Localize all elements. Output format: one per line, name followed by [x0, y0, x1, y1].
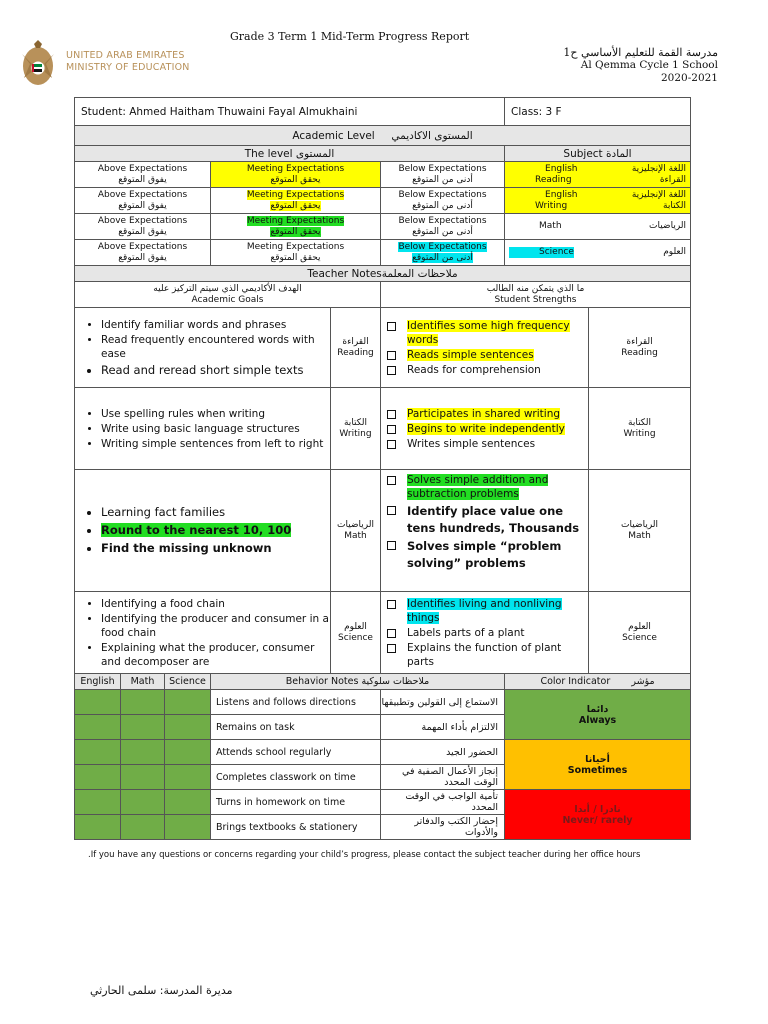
behavior-math-cell	[121, 740, 165, 765]
subject-math: Math الرياضيات	[505, 214, 691, 240]
behavior-item-en: Attends school regularly	[211, 740, 381, 765]
behavior-col-science: Science	[165, 674, 211, 690]
goal-item: • Explaining what the producer, consumer and decomposer are	[101, 641, 330, 669]
level-above-math: Above Expectations يفوق المتوقع	[75, 214, 211, 240]
level-below-reading: Below Expectations أدنى من المتوقع	[381, 162, 505, 188]
level-header	[75, 146, 505, 162]
behavior-math-cell	[121, 765, 165, 790]
behavior-item-ar: إحضار الكتب والدفاتر والأدوات	[381, 815, 505, 840]
academic-level-header	[75, 126, 691, 146]
behavior-item-ar: الالتزام بأداء المهمة	[381, 715, 505, 740]
science-strengths	[381, 592, 589, 674]
color-always: دائما Always	[505, 690, 691, 740]
behavior-science-cell	[165, 765, 211, 790]
strength-item: Reads for comprehension	[407, 363, 588, 377]
behavior-math-cell	[121, 790, 165, 815]
student-label: Student:	[81, 105, 126, 118]
level-meeting-math: Meeting Expectations يحقق المتوقع	[211, 214, 381, 240]
subject-header	[505, 146, 691, 162]
goal-item: • Learning fact families	[101, 504, 330, 521]
behavior-col-english: English	[75, 674, 121, 690]
strength-item: Identifies some high frequency words	[407, 319, 588, 347]
student-cell	[75, 98, 505, 126]
math-label-right: الرياضيات Math	[589, 470, 691, 592]
behavior-item-ar: الاستماع إلى القولين وتطبيقها	[381, 690, 505, 715]
science-label-left: العلوم Science	[331, 592, 381, 674]
strength-item: Explains the function of plant parts	[407, 641, 588, 669]
behavior-item-ar: الحضور الجيد	[381, 740, 505, 765]
class-cell	[505, 98, 691, 126]
behavior-english-cell	[75, 765, 121, 790]
ministry-line-2: MINISTRY OF EDUCATION	[66, 62, 190, 73]
behavior-item-en: Turns in homework on time	[211, 790, 381, 815]
subject-english-writing: English اللغة الإنجليزية Writing الكتابة	[505, 188, 691, 214]
reading-label-right: القراءة Reading	[589, 308, 691, 388]
level-meeting-science: Meeting Expectations يحقق المتوقع	[211, 240, 381, 266]
level-header-en: The level	[244, 147, 293, 160]
academic-goals-header: الهدف الأكاديمي الذي سيتم التركيز عليه Academic Goals	[75, 282, 381, 308]
goal-item: • Identifying a food chain	[101, 597, 330, 611]
academic-level-en: Academic Level	[292, 129, 375, 142]
math-strengths	[381, 470, 589, 592]
strength-item: Reads simple sentences	[407, 348, 588, 362]
behavior-item-ar: إنجاز الأعمال الصفية في الوقت المحدد	[381, 765, 505, 790]
math-label-left: الرياضيات Math	[331, 470, 381, 592]
reading-strengths	[381, 308, 589, 388]
strength-item: Identify place value one tens hundreds, Thousands	[407, 503, 588, 537]
behavior-item-ar: تأمية الواجب في الوقت المحدد	[381, 790, 505, 815]
behavior-notes-header: Behavior Notes ملاحظات سلوكية	[211, 674, 505, 690]
class-value: 3 F	[545, 105, 562, 118]
behavior-science-cell	[165, 790, 211, 815]
behavior-english-cell	[75, 740, 121, 765]
color-sometimes: أحيانا Sometimes	[505, 740, 691, 790]
behavior-item-en: Remains on task	[211, 715, 381, 740]
goal-item: • Identify familiar words and phrases	[101, 318, 330, 332]
writing-strengths	[381, 388, 589, 470]
strength-item: Solves simple addition and subtraction problems	[407, 473, 588, 501]
goal-item: • Read and reread short simple texts	[101, 362, 330, 378]
science-label-right: العلوم Science	[589, 592, 691, 674]
behavior-english-cell	[75, 690, 121, 715]
goal-item: • Writing simple sentences from left to right	[101, 437, 330, 451]
behavior-math-cell	[121, 815, 165, 840]
goal-item: • Use spelling rules when writing	[101, 407, 330, 421]
level-below-science: Below Expectations أدنى من المتوقع	[381, 240, 505, 266]
goal-item: • Read frequently encountered words with ease	[101, 333, 330, 361]
school-info	[563, 46, 718, 85]
footer-note: .If you have any questions or concerns regarding your child’s progress, please contact the subject teacher during her office hours	[88, 850, 641, 860]
behavior-col-math: Math	[121, 674, 165, 690]
student-strengths-header: ما الذي يتمكن منه الطالب Student Strengths	[381, 282, 691, 308]
strength-item: Participates in shared writing	[407, 407, 588, 421]
writing-label-right: الكتابة Writing	[589, 388, 691, 470]
goal-item: • Write using basic language structures	[101, 422, 330, 436]
strength-item: Labels parts of a plant	[407, 626, 588, 640]
behavior-english-cell	[75, 815, 121, 840]
science-goals	[75, 592, 331, 674]
teacher-notes-header: Teacher Notesملاحظات المعلمة	[75, 266, 691, 282]
level-above-reading: Above Expectations يفوق المتوقع	[75, 162, 211, 188]
goal-item: • Round to the nearest 10, 100	[101, 522, 330, 539]
strength-item: Begins to write independently	[407, 422, 588, 436]
writing-label-left: الكتابة Writing	[331, 388, 381, 470]
behavior-item-en: Completes classwork on time	[211, 765, 381, 790]
behavior-math-cell	[121, 690, 165, 715]
student-name: Ahmed Haitham Thuwaini Fayal Almukhaini	[129, 105, 358, 118]
color-indicator-header: Color Indicator مؤشر	[505, 674, 691, 690]
subject-header-ar: المادة	[606, 147, 632, 160]
subject-english-reading: English اللغة الإنجليزية Reading القراءة	[505, 162, 691, 188]
strength-item: Solves simple “problem solving” problems	[407, 538, 588, 572]
behavior-science-cell	[165, 740, 211, 765]
level-below-math: Below Expectations أدنى من المتوقع	[381, 214, 505, 240]
reading-label-left: القراءة Reading	[331, 308, 381, 388]
strength-item: Writes simple sentences	[407, 437, 588, 451]
level-meeting-writing: Meeting Expectations يحقق المتوقع	[211, 188, 381, 214]
level-header-ar: المستوى	[295, 147, 335, 160]
math-goals	[75, 470, 331, 592]
uae-emblem-logo	[16, 38, 60, 92]
report-title: Grade 3 Term 1 Mid-Term Progress Report	[230, 30, 470, 43]
reading-goals	[75, 308, 331, 388]
behavior-science-cell	[165, 715, 211, 740]
progress-report-table	[74, 97, 691, 840]
principal-signature: مديرة المدرسة: سلمى الحارثي	[90, 984, 233, 997]
level-below-writing: Below Expectations أدنى من المتوقع	[381, 188, 505, 214]
color-never: نادرا / أبدا Never/ rarely	[505, 790, 691, 840]
ministry-line-1: UNITED ARAB EMIRATES	[66, 50, 185, 61]
behavior-item-en: Brings textbooks & stationery	[211, 815, 381, 840]
behavior-english-cell	[75, 790, 121, 815]
subject-science: Science العلوم	[505, 240, 691, 266]
goal-item: • Identifying the producer and consumer in a food chain	[101, 612, 330, 640]
behavior-item-en: Listens and follows directions	[211, 690, 381, 715]
level-above-science: Above Expectations يفوق المتوقع	[75, 240, 211, 266]
behavior-math-cell	[121, 715, 165, 740]
level-meeting-reading: Meeting Expectations يحقق المتوقع	[211, 162, 381, 188]
strength-item: Identifies living and nonliving things	[407, 597, 588, 625]
writing-goals	[75, 388, 331, 470]
behavior-science-cell	[165, 815, 211, 840]
academic-level-ar: المستوى الاكاديمي	[391, 129, 473, 142]
behavior-english-cell	[75, 715, 121, 740]
school-name-arabic: مدرسة القمة للتعليم الأساسي ح1	[563, 46, 718, 59]
ministry-name	[66, 50, 190, 74]
subject-header-en: Subject	[563, 147, 603, 160]
class-label: Class:	[511, 105, 543, 118]
school-year: 2020-2021	[661, 72, 718, 84]
behavior-science-cell	[165, 690, 211, 715]
goal-item: • Find the missing unknown	[101, 540, 330, 557]
school-name-english: Al Qemma Cycle 1 School	[580, 59, 718, 71]
level-above-writing: Above Expectations يفوق المتوقع	[75, 188, 211, 214]
